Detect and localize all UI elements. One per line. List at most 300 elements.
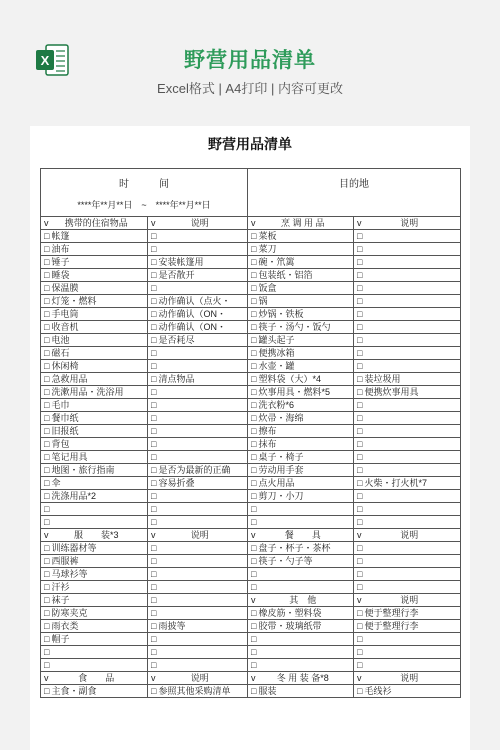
table-row [41,659,461,672]
collapse-arrow[interactable]: v [357,218,362,228]
item-label: 洗涤用品*2 [51,491,96,501]
checkbox[interactable]: □ [357,231,363,241]
checkbox[interactable]: □ [357,374,363,384]
left-note-cell [148,334,248,347]
checkbox[interactable]: □ [44,413,50,423]
item-label: 保温膜 [51,283,79,293]
checkbox[interactable]: □ [357,543,363,553]
left-item-cell [41,360,148,373]
note-text: 安装帐篷用 [158,257,204,267]
left-item-cell [41,347,148,360]
checkbox[interactable]: □ [44,478,50,488]
right-item-cell [248,347,354,360]
right-item-cell [248,269,354,282]
item-label: 主食・副食 [51,686,97,696]
checkbox[interactable]: □ [151,439,157,449]
checkbox[interactable]: □ [251,387,257,397]
checkbox[interactable]: □ [251,231,257,241]
left-note-cell [148,308,248,321]
item-label: 帐篷 [51,231,70,241]
note-header: 说明 [190,530,209,540]
collapse-arrow[interactable]: v [151,530,156,540]
left-item-cell [41,620,148,633]
note-header: 说明 [400,530,419,540]
item-label: 擦布 [258,426,277,436]
checkbox[interactable]: □ [357,257,363,267]
item-label: 桌子・椅子 [258,452,304,462]
checkbox[interactable]: □ [44,660,50,670]
checkbox[interactable]: □ [357,647,363,657]
right-item-cell [248,607,354,620]
checkbox[interactable]: □ [44,270,50,280]
checkbox[interactable]: □ [151,478,157,488]
collapse-arrow[interactable]: v [151,673,156,683]
note-header: 说明 [400,673,419,683]
left-item-cell [41,217,148,230]
left-note-cell [148,594,248,607]
item-label: 油布 [51,244,70,254]
checkbox[interactable]: □ [151,348,157,358]
checkbox[interactable]: □ [44,569,50,579]
left-note-cell [148,282,248,295]
checkbox[interactable]: □ [251,582,257,592]
left-note-cell [148,685,248,698]
checkbox[interactable]: □ [151,361,157,371]
right-note-cell [354,256,461,269]
checkbox[interactable]: □ [251,465,257,475]
checkbox[interactable]: □ [251,543,257,553]
checkbox[interactable]: □ [44,231,50,241]
note-text: 雨披等 [158,621,186,631]
left-item-cell [41,399,148,412]
collapse-arrow[interactable]: v [44,530,49,540]
checkbox[interactable]: □ [357,387,363,397]
right-note-cell [354,321,461,334]
checkbox[interactable]: □ [357,686,363,696]
checkbox[interactable]: □ [251,569,257,579]
checkbox[interactable]: □ [151,296,157,306]
checkbox[interactable]: □ [44,400,50,410]
checkbox[interactable]: □ [44,504,50,514]
left-note-cell [148,607,248,620]
right-note-cell [354,308,461,321]
checkbox[interactable]: □ [357,452,363,462]
left-item-cell [41,269,148,282]
checkbox[interactable]: □ [44,517,50,527]
item-label: 背包 [51,439,70,449]
left-item-cell [41,386,148,399]
collapse-arrow[interactable]: v [357,595,362,605]
checkbox[interactable]: □ [44,244,50,254]
checkbox[interactable]: □ [44,374,50,384]
collapse-arrow[interactable]: v [357,530,362,540]
item-label: 帽子 [51,634,70,644]
checkbox[interactable]: □ [357,296,363,306]
left-item-cell [41,516,148,529]
item-label: 点火用品 [258,478,295,488]
right-note-cell [354,594,461,607]
item-label: 包装纸・铝箔 [258,270,313,280]
checkbox[interactable]: □ [357,582,363,592]
checkbox[interactable]: □ [151,504,157,514]
right-item-cell [248,568,354,581]
right-note-cell [354,620,461,633]
collapse-arrow[interactable]: v [44,673,49,683]
checkbox[interactable]: □ [251,621,257,631]
collapse-arrow[interactable]: v [151,218,156,228]
checkbox[interactable]: □ [357,348,363,358]
right-note-cell [354,477,461,490]
table-row [41,438,461,451]
checkbox[interactable]: □ [251,361,257,371]
checkbox[interactable]: □ [44,647,50,657]
right-item-cell [248,516,354,529]
collapse-arrow[interactable]: v [251,673,256,683]
checkbox[interactable]: □ [151,465,157,475]
checkbox[interactable]: □ [357,465,363,475]
checkbox[interactable]: □ [151,257,157,267]
checkbox[interactable]: □ [44,257,50,267]
section-title: 冬 用 装 备*8 [276,673,329,683]
left-note-cell [148,425,248,438]
checkbox[interactable]: □ [251,452,257,462]
right-note-cell [354,555,461,568]
item-label: 洗漱用品・洗浴用 [51,387,124,397]
left-note-cell [148,542,248,555]
checkbox[interactable]: □ [357,335,363,345]
collapse-arrow[interactable]: v [357,673,362,683]
section-title: 服 装*3 [73,530,119,540]
left-note-cell [148,256,248,269]
checkbox[interactable]: □ [151,283,157,293]
right-note-cell [354,360,461,373]
checkbox[interactable]: □ [357,491,363,501]
checkbox[interactable]: □ [151,413,157,423]
table-row [41,308,461,321]
checkbox[interactable]: □ [357,517,363,527]
note-text: 装垃圾用 [364,374,401,384]
checkbox[interactable]: □ [151,621,157,631]
right-note-cell [354,646,461,659]
checkbox[interactable]: □ [251,647,257,657]
table-row [41,672,461,685]
right-item-cell [248,477,354,490]
item-label: 电池 [51,335,70,345]
checkbox[interactable]: □ [357,608,363,618]
checkbox[interactable]: □ [357,569,363,579]
left-note-cell [148,581,248,594]
item-label: 盘子・杯子・茶杯 [258,543,331,553]
checkbox[interactable]: □ [357,413,363,423]
table-row [41,230,461,243]
checkbox[interactable]: □ [44,348,50,358]
right-note-cell [354,633,461,646]
right-note-cell [354,269,461,282]
note-text: 毛线衫 [364,686,392,696]
checkbox[interactable]: □ [44,296,50,306]
checkbox[interactable]: □ [44,335,50,345]
right-note-cell [354,412,461,425]
checkbox[interactable]: □ [44,595,50,605]
checkbox[interactable]: □ [251,439,257,449]
checkbox[interactable]: □ [44,608,50,618]
checkbox[interactable]: □ [357,309,363,319]
item-label: 锤子 [51,257,70,267]
collapse-arrow[interactable]: v [251,218,256,228]
item-label: 收音机 [51,322,79,332]
checkbox[interactable]: □ [44,543,50,553]
table-row [41,607,461,620]
left-item-cell [41,243,148,256]
left-item-cell [41,282,148,295]
item-label: 急救用品 [51,374,88,384]
checkbox[interactable]: □ [357,621,363,631]
right-note-cell [354,438,461,451]
left-item-cell [41,503,148,516]
item-label: 炊帚・海绵 [258,413,304,423]
table-row [41,633,461,646]
checkbox[interactable]: □ [357,426,363,436]
checkbox[interactable]: □ [44,621,50,631]
table-row [41,347,461,360]
checkbox[interactable]: □ [251,517,257,527]
checkbox[interactable]: □ [44,452,50,462]
table-row [41,373,461,386]
right-item-cell [248,451,354,464]
table-row [41,516,461,529]
item-label: 橡皮筋・塑料袋 [258,608,322,618]
page-subtitle: Excel格式 | A4打印 | 内容可更改 [157,81,343,96]
item-label: 炊事用具・燃料*5 [258,387,330,397]
table-row [41,477,461,490]
item-label: 罐头起子 [258,335,295,345]
table-row [41,490,461,503]
item-label: 磁石 [51,348,70,358]
collapse-arrow[interactable]: v [44,218,49,228]
right-note-cell [354,581,461,594]
right-note-cell [354,373,461,386]
checkbox[interactable]: □ [151,387,157,397]
checkbox[interactable]: □ [151,231,157,241]
left-note-cell [148,347,248,360]
table-row [41,321,461,334]
checkbox[interactable]: □ [357,634,363,644]
checkbox[interactable]: □ [151,608,157,618]
checkbox[interactable]: □ [44,322,50,332]
item-label: 饭盒 [258,283,277,293]
checkbox[interactable]: □ [251,335,257,345]
checkbox[interactable]: □ [251,322,257,332]
checkbox[interactable]: □ [151,556,157,566]
checkbox[interactable]: □ [357,400,363,410]
left-note-cell [148,412,248,425]
checkbox[interactable]: □ [151,309,157,319]
left-item-cell [41,230,148,243]
right-note-cell [354,659,461,672]
checkbox[interactable]: □ [357,244,363,254]
checkbox[interactable]: □ [151,426,157,436]
checkbox[interactable]: □ [251,283,257,293]
left-note-cell [148,243,248,256]
checkbox[interactable]: □ [44,439,50,449]
collapse-arrow[interactable]: v [251,530,256,540]
checkbox[interactable]: □ [251,296,257,306]
table-row [41,646,461,659]
checkbox[interactable]: □ [151,647,157,657]
checkbox[interactable]: □ [251,309,257,319]
checkbox[interactable]: □ [251,257,257,267]
note-text: 便携炊事用具 [364,387,419,397]
checkbox[interactable]: □ [151,335,157,345]
checkbox[interactable]: □ [251,660,257,670]
left-note-cell [148,529,248,542]
checkbox[interactable]: □ [44,465,50,475]
right-note-cell [354,347,461,360]
right-item-cell [248,373,354,386]
header-row [41,169,461,217]
right-item-cell [248,425,354,438]
right-item-cell [248,672,354,685]
checkbox[interactable]: □ [151,595,157,605]
checkbox[interactable]: □ [151,582,157,592]
right-item-cell [248,464,354,477]
checkbox[interactable]: □ [251,348,257,358]
left-note-cell [148,386,248,399]
item-label: 地图・旅行指南 [51,465,115,475]
left-item-cell [41,477,148,490]
checkbox[interactable]: □ [151,660,157,670]
left-item-cell [41,555,148,568]
checkbox[interactable]: □ [357,361,363,371]
checkbox[interactable]: □ [44,686,50,696]
item-label: 手电筒 [51,309,79,319]
checkbox[interactable]: □ [151,569,157,579]
item-label: 剪刀・小刀 [258,491,304,501]
checkbox[interactable]: □ [151,634,157,644]
checkbox[interactable]: □ [44,556,50,566]
item-label: 抹布 [258,439,277,449]
checkbox[interactable]: □ [151,322,157,332]
checkbox[interactable]: □ [44,387,50,397]
checkbox[interactable]: □ [357,504,363,514]
left-note-cell [148,568,248,581]
note-header: 说明 [400,218,419,228]
right-item-cell [248,217,354,230]
table-row [41,256,461,269]
collapse-arrow[interactable]: v [251,595,256,605]
right-note-cell [354,451,461,464]
checkbox[interactable]: □ [251,374,257,384]
left-item-cell [41,594,148,607]
item-label: 水壶・罐 [258,361,295,371]
checkbox[interactable]: □ [251,686,257,696]
checkbox[interactable]: □ [44,491,50,501]
left-item-cell [41,451,148,464]
checkbox[interactable]: □ [44,634,50,644]
right-item-cell [248,581,354,594]
checkbox[interactable]: □ [151,543,157,553]
table-row [41,399,461,412]
table-row [41,282,461,295]
checkbox[interactable]: □ [44,361,50,371]
checkbox[interactable]: □ [151,374,157,384]
checkbox[interactable]: □ [44,426,50,436]
checkbox[interactable]: □ [251,491,257,501]
item-label: 马球衫等 [51,569,88,579]
note-text: 动作确认（ON・ [158,322,226,332]
checkbox[interactable]: □ [251,634,257,644]
item-label: 休闲椅 [51,361,79,371]
checkbox[interactable]: □ [44,283,50,293]
table-row [41,269,461,282]
checkbox[interactable]: □ [44,582,50,592]
checkbox[interactable]: □ [251,608,257,618]
time-cell [41,169,248,217]
left-item-cell [41,542,148,555]
checkbox[interactable]: □ [251,270,257,280]
right-note-cell [354,386,461,399]
note-header: 说明 [190,218,209,228]
page-header [0,0,500,120]
note-text: 动作确认（ON・ [158,309,226,319]
checkbox[interactable]: □ [44,309,50,319]
table-row [41,334,461,347]
left-note-cell [148,451,248,464]
checkbox[interactable]: □ [357,556,363,566]
checkbox[interactable]: □ [151,270,157,280]
left-note-cell [148,646,248,659]
right-item-cell [248,646,354,659]
item-label: 餐巾纸 [51,413,79,423]
item-label: 雨衣类 [51,621,79,631]
left-note-cell [148,217,248,230]
checkbox[interactable]: □ [151,400,157,410]
checkbox[interactable]: □ [151,517,157,527]
checkbox[interactable]: □ [251,244,257,254]
checkbox[interactable]: □ [357,439,363,449]
right-note-cell [354,542,461,555]
table-row [41,464,461,477]
checkbox[interactable]: □ [251,400,257,410]
checkbox[interactable]: □ [151,244,157,254]
right-item-cell [248,334,354,347]
table-row [41,451,461,464]
destination-label: 目的地 [339,179,369,190]
time-label: 时 间 [119,179,169,190]
checkbox[interactable]: □ [251,504,257,514]
left-item-cell [41,646,148,659]
checkbox[interactable]: □ [357,270,363,280]
table-row [41,243,461,256]
left-note-cell [148,438,248,451]
checkbox[interactable]: □ [151,491,157,501]
checkbox[interactable]: □ [151,686,157,696]
left-note-cell [148,477,248,490]
checkbox[interactable]: □ [357,478,363,488]
checkbox[interactable]: □ [251,478,257,488]
checkbox[interactable]: □ [251,413,257,423]
checkbox[interactable]: □ [251,556,257,566]
checkbox[interactable]: □ [251,426,257,436]
note-text: 清点物品 [158,374,195,384]
right-item-cell [248,685,354,698]
table-row [41,555,461,568]
checkbox[interactable]: □ [357,322,363,332]
checkbox[interactable]: □ [151,452,157,462]
checkbox[interactable]: □ [357,283,363,293]
destination-cell [248,169,461,217]
checkbox[interactable]: □ [357,660,363,670]
